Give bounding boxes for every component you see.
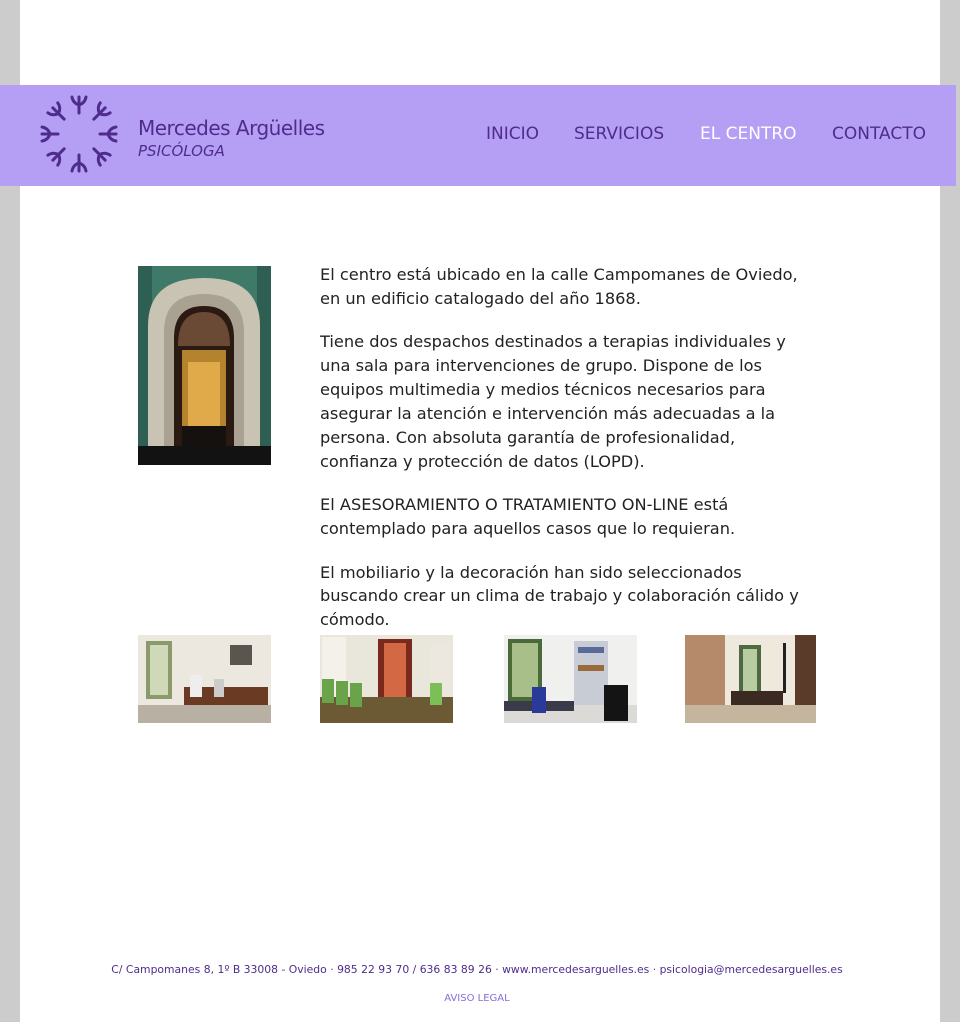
- legal-notice-link[interactable]: AVISO LEGAL: [444, 993, 510, 1004]
- brand[interactable]: [138, 115, 325, 161]
- nav-el-centro[interactable]: EL CENTRO: [700, 124, 797, 144]
- brand-subtitle: PSICÓLOGA: [138, 142, 225, 160]
- entrance-photo: [138, 266, 271, 465]
- paragraph-location: El centro está ubicado en la calle Campomanes de Oviedo, en un edificio catalogado del año 1868.: [320, 265, 798, 308]
- nav-contacto[interactable]: CONTACTO: [832, 124, 926, 144]
- sprout-circle-icon[interactable]: [38, 93, 120, 175]
- paragraph-furniture: El mobiliario y la decoración han sido seleccionados buscando crear un clima de trabajo y colaboración cálido y cómodo.: [320, 562, 799, 630]
- center-description: [320, 263, 816, 652]
- nav-servicios[interactable]: SERVICIOS: [574, 124, 665, 144]
- paragraph-online: El ASESORAMIENTO O TRATAMIENTO ON-LINE está contemplado para aquellos casos que lo requieran.: [320, 495, 736, 539]
- footer-contact: C/ Campomanes 8, 1º B 33008 - Oviedo · 985 22 93 70 / 636 83 89 26 · www.mercedesarguelles.es · psicologia@mercedesarguelles.es: [111, 963, 843, 976]
- paragraph-facilities: Tiene dos despachos destinados a terapias individuales y una sala para intervenciones de grupo. Dispone de los equipos multimedia y medios técnicos necesarios para asegurar la atención e intervención más adecuadas a la persona. Con absoluta garantía de profesionalidad, confianza y protección de datos (LOPD).: [320, 332, 786, 471]
- gallery-photo-office-3[interactable]: [685, 635, 816, 723]
- gallery-photo-group-room[interactable]: [320, 635, 453, 723]
- gallery-photo-office-2[interactable]: [504, 635, 637, 723]
- gallery-photo-office-1[interactable]: [138, 635, 271, 723]
- nav-inicio[interactable]: INICIO: [486, 124, 540, 144]
- brand-name: Mercedes Argüelles: [138, 116, 325, 140]
